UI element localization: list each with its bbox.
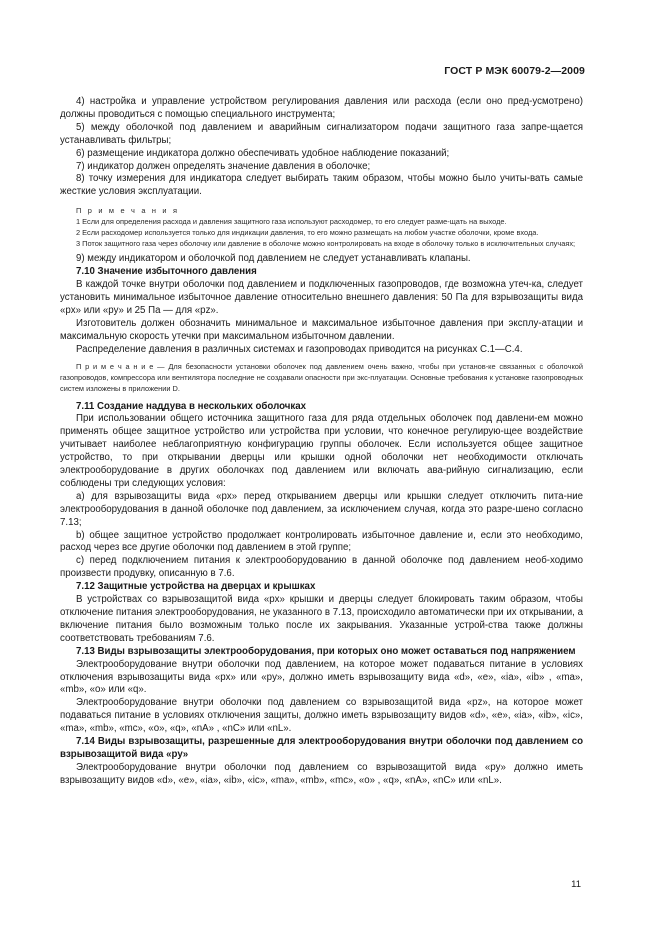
note-block xyxy=(60,361,583,394)
list-item: 8) точку измерения для индикатора следует выбирать таким образом, чтобы можно было учиты-вать самые жесткие условия эксплуатации. xyxy=(60,173,583,198)
section-heading-7-11: 7.11 Создание наддува в нескольких оболочках xyxy=(76,400,307,412)
page-number: 11 xyxy=(571,879,581,890)
list-item: a) для взрывозащиты вида «px» перед открыванием дверцы или крышки следует отключить пита-ние электрооборудования в данной оболочке под давлением, за исключением случая, когда это разре-шено согласно 7.13; xyxy=(60,490,583,528)
note-item: 1 Если для определения расхода и давления защитного газа используют расходомер, то его следует разме-щать на выходе. xyxy=(76,217,507,227)
list-item: c) перед подключением питания к электрооборудованию в данной оболочке под давлением необ-ходимо произвести продувку, описанную в 7.6. xyxy=(60,555,583,580)
note-item: 3 Поток защитного газа через оболочку или давление в оболочке можно контролировать на входе в оболочку только в исключительных случаях; xyxy=(76,239,576,249)
paragraph: Распределение давления в различных системах и газопроводах приводится на рисунках С.1—С.4. xyxy=(76,343,523,355)
list-item: 4) настройка и управление устройством регулирования давления или расхода (если оно пред-усмотрено) должны проводиться с помощью специального инструмента; xyxy=(60,96,583,120)
document-header: ГОСТ Р МЭК 60079-2—2009 xyxy=(444,65,585,77)
document-body xyxy=(60,96,583,788)
paragraph: Изготовитель должен обозначить минимальное и максимальное избыточное давления при эксплу-атации и максимальную скорость утечки при максимальном избыточном давлении. xyxy=(60,317,583,342)
note-item: 2 Если расходомер используется только для индикации давления, то его можно размещать на любом участке оболочки, кроме входа. xyxy=(76,228,539,238)
list-item: 5) между оболочкой под давлением и аварийным сигнализатором подачи защитного газа запре-щается устанавливать фильтры; xyxy=(60,121,583,146)
paragraph: Электрооборудование внутри оболочки под давлением со взрывозащитой вида «py» должно иметь взрывозащиту видов «d», «e», «ia», «ib», «ic», «ma», «mb», «mc», «o» , «q», «nA», «nC» или «nL». xyxy=(60,761,583,786)
list-item: 6) размещение индикатора должно обеспечивать удобное наблюдение показаний; xyxy=(76,147,450,159)
section-heading-7-13: 7.13 Виды взрывозащиты электрооборудования, при которых оно может оставаться под напряжением xyxy=(76,645,576,657)
paragraph: Электрооборудование внутри оболочки под давлением со взрывозащитой вида «pz», на которое может подаваться питание в условиях отключения защиты, должно иметь взрывозащиту видов «d», «e», «ia», «ib», «ic», «ma», «mb», «mc», «o», «q», «nA» , «nC» или «nL». xyxy=(60,697,583,735)
section-heading-7-14: 7.14 Виды взрывозащиты, разрешенные для электрооборудования внутри оболочки под давлением со взрывозащитой вида «py» xyxy=(60,736,583,760)
notes-title: П р и м е ч а н и я xyxy=(76,206,180,216)
notes-block xyxy=(60,205,583,249)
list-item: 9) между индикатором и оболочкой под давлением не следует устанавливать клапаны. xyxy=(76,253,471,265)
paragraph: При использовании общего источника защитного газа для ряда отдельных оболочек под давлени-ем можно применять общее защитное устройство или устройства при условии, что конечное регулирую-щее воздействие учитывает наиболее неблагоприятную конфигурацию группы оболочек. Если используется общее защитное устройство, то при открывании дверцы или крышки одной оболочки нет необходимости отключать электрооборудование в других оболочках под давлением или включать ава-рийную сигнализацию, если соблюдены три следующих условия: xyxy=(60,413,583,489)
list-item: 7) индикатор должен определять значение давления в оболочке; xyxy=(76,160,371,172)
paragraph: В устройствах со взрывозащитой вида «px» крышки и дверцы следует блокировать таким образом, чтобы отключение питания электрооборудования, не указанного в 7.13, происходило автоматически при их открывании, а включение питания было возможным только после их закрывания. Указанные устрой-ства также должны соответствовать требованиям 7.6. xyxy=(60,594,583,644)
note-text: П р и м е ч а н и е — Для безопасности установки оболочек под давлением очень важно, чтобы при установ-ке связанных с оболочкой газопроводов, компрессора или вентилятора последние не создавали опасности при экс-плуатации. Основные требования к установке газопроводных систем изложены в приложении D. xyxy=(60,361,583,393)
list-item: b) общее защитное устройство продолжает контролировать избыточное давление и, если это необходимо, расход через все другие оболочки под давлением в этой группе; xyxy=(60,529,583,554)
section-heading-7-12: 7.12 Защитные устройства на дверцах и крышках xyxy=(76,581,316,593)
paragraph: В каждой точке внутри оболочки под давлением и подключенных газопроводов, где возможна утеч-ка, следует установить минимальное избыточное давление относительно внешнего давления: 50 Па для взрывозащиты вида «px» или «py» и 25 Па — для «pz». xyxy=(60,279,583,316)
section-heading-7-10: 7.10 Значение избыточного давления xyxy=(76,266,257,278)
paragraph: Электрооборудование внутри оболочки под давлением, на которое может подаваться питание в условиях отключения взрывозащиты вида «px» или «py», должно иметь взрывозащиту вида «d», «e», «ia», «ib» , «ma», «mb», «o» или «q». xyxy=(60,658,583,696)
